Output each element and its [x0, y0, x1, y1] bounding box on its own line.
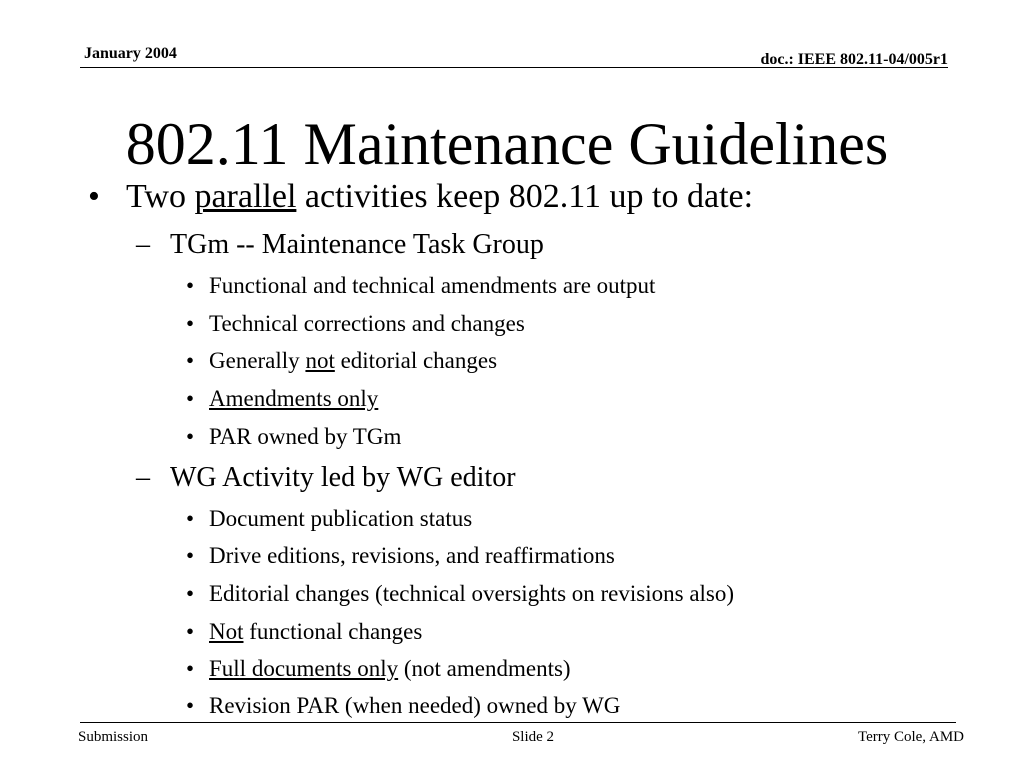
- bullet-dot-icon: •: [186, 543, 195, 568]
- dash-icon: –: [136, 229, 150, 260]
- bullet-dot-icon: •: [88, 178, 100, 215]
- footer-slide-number: Slide 2: [511, 729, 555, 745]
- bullet-dot-icon: •: [186, 386, 195, 411]
- dash-icon: –: [136, 462, 150, 493]
- bullet-dot-icon: •: [186, 311, 195, 336]
- header-divider: [80, 67, 948, 68]
- bullet-dot-icon: •: [186, 348, 195, 373]
- footer-submission: Submission: [78, 729, 149, 745]
- bullet-dot-icon: •: [186, 506, 195, 531]
- bullet-dot-icon: •: [186, 424, 195, 449]
- slide-title: 802.11 Maintenance Guidelines: [125, 111, 889, 177]
- header-doc-id: doc.: IEEE 802.11-04/005r1: [760, 51, 948, 68]
- bullet-dot-icon: •: [186, 693, 195, 718]
- header-date: January 2004: [84, 45, 177, 62]
- footer-divider: [80, 722, 956, 723]
- bullet-dot-icon: •: [186, 619, 195, 644]
- bullet-dot-icon: •: [186, 273, 195, 298]
- bullet-text: Two parallel activities keep 802.11 up to date:: [126, 178, 754, 215]
- bullet-dot-icon: •: [186, 656, 195, 681]
- footer-author: Terry Cole, AMD: [857, 729, 964, 745]
- bullet-dot-icon: •: [186, 581, 195, 606]
